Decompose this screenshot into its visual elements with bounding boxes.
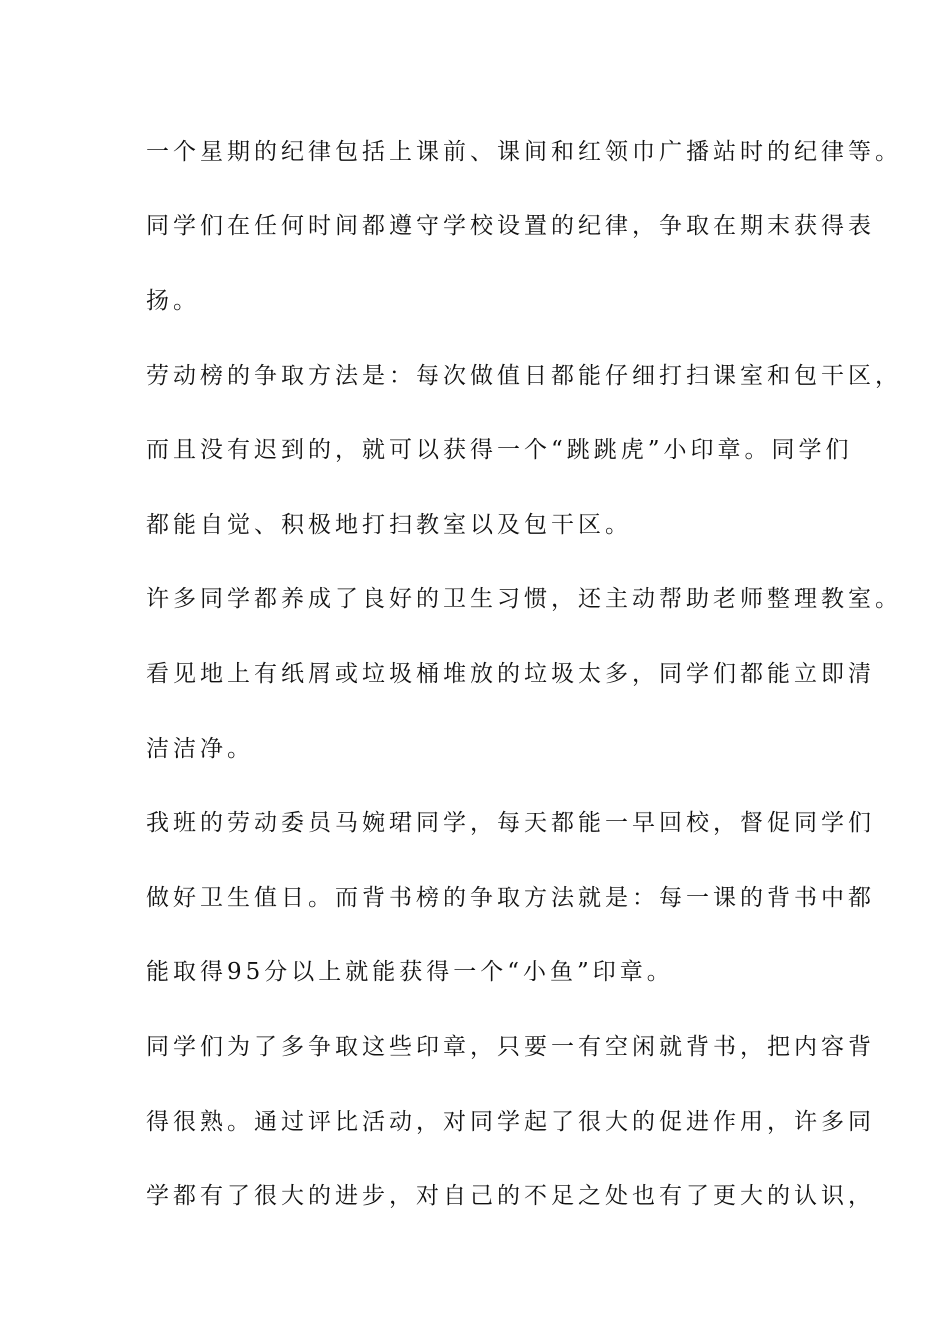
text-line-13: 同学们为了多争取这些印章，只要一有空闲就背书，把内容背 bbox=[146, 1034, 875, 1060]
text-line-9: 洁洁净。 bbox=[146, 736, 254, 762]
text-line-11: 做好卫生值日。而背书榜的争取方法就是：每一课的背书中都 bbox=[146, 885, 875, 911]
text-line-7: 许多同学都养成了良好的卫生习惯，还主动帮助老师整理教室。 bbox=[146, 586, 902, 612]
text-line-15: 学都有了很大的进步，对自己的不足之处也有了更大的认识， bbox=[146, 1183, 875, 1209]
text-line-12: 能取得95分以上就能获得一个“小鱼”印章。 bbox=[146, 959, 674, 985]
text-line-4: 劳动榜的争取方法是：每次做值日都能仔细打扫课室和包干区， bbox=[146, 363, 902, 389]
text-line-3: 扬。 bbox=[146, 288, 200, 314]
text-line-1: 一个星期的纪律包括上课前、课间和红领巾广播站时的纪律等。 bbox=[146, 139, 902, 165]
text-line-2: 同学们在任何时间都遵守学校设置的纪律，争取在期末获得表 bbox=[146, 213, 875, 239]
text-line-6: 都能自觉、积极地打扫教室以及包干区。 bbox=[146, 512, 632, 538]
text-line-10: 我班的劳动委员马婉珺同学，每天都能一早回校，督促同学们 bbox=[146, 810, 875, 836]
text-line-5: 而且没有迟到的，就可以获得一个“跳跳虎”小印章。同学们 bbox=[146, 437, 853, 463]
text-line-14: 得很熟。通过评比活动，对同学起了很大的促进作用，许多同 bbox=[146, 1109, 875, 1135]
text-line-8: 看见地上有纸屑或垃圾桶堆放的垃圾太多，同学们都能立即清 bbox=[146, 661, 875, 687]
